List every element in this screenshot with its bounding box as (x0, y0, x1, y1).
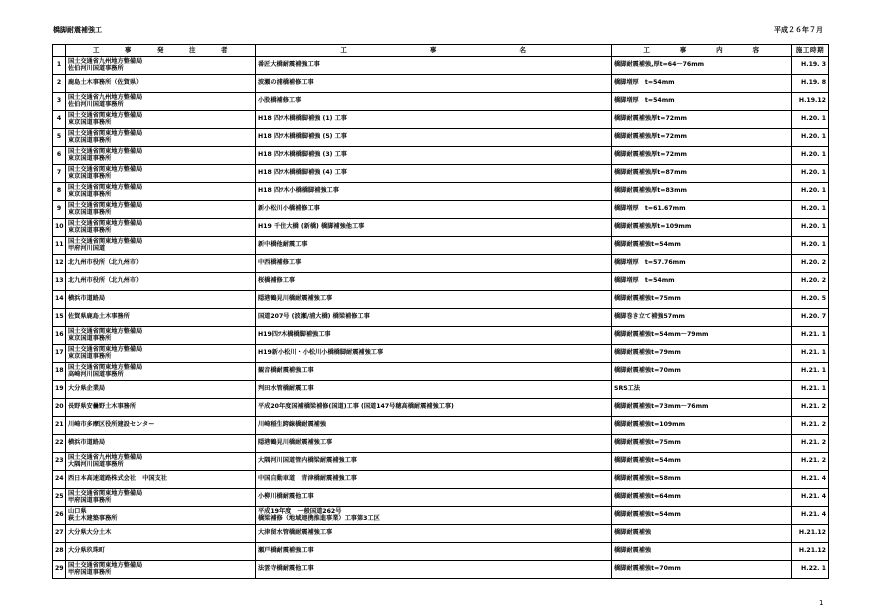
project-name-cell (256, 471, 612, 489)
client-cell (66, 273, 256, 291)
row-number: 11 (53, 237, 66, 255)
header-content-label (614, 47, 789, 54)
client-line: 大分県企業局 (68, 385, 106, 393)
project-name-cell (256, 561, 612, 579)
project-name-cell (256, 345, 612, 363)
row-number: 1 (53, 57, 66, 75)
client-line: 国土交通省九州地方整備局 (68, 93, 143, 101)
row-number: 29 (53, 561, 66, 579)
client-line: 北九州市役所（北九州市） (68, 259, 143, 267)
project-name-cell (256, 453, 612, 471)
work-content-cell: 橋脚耐震補強 (612, 543, 792, 561)
work-content-cell: 橋脚増厚 t=54mm (612, 273, 792, 291)
project-name-line: 中国自動車道 青津橋耐震補強工事 (258, 475, 357, 483)
project-name-cell (256, 237, 612, 255)
client-line: 横浜市道路局 (68, 439, 106, 447)
row-number: 12 (53, 255, 66, 273)
work-content-cell: 橋脚耐震補強t=54mm (612, 507, 792, 525)
table-row (53, 291, 829, 309)
project-name-cell (256, 93, 612, 111)
project-name-line: 隠港鶴見川橋耐震補強工事 (258, 295, 333, 303)
work-content-cell: 橋脚耐震補強t=58mm (612, 471, 792, 489)
construction-period-cell: H.20. 1 (792, 183, 829, 201)
header-glyph: 注 (188, 46, 197, 55)
client-line: 横浜市道路局 (68, 295, 106, 303)
work-content-cell: 橋脚耐震補強t=70mm (612, 561, 792, 579)
project-name-cell (256, 183, 612, 201)
table-row (53, 417, 829, 435)
construction-period-cell: H.20. 2 (792, 255, 829, 273)
row-number: 8 (53, 183, 66, 201)
client-line: 東京国道事務所 (68, 172, 112, 180)
work-content-cell: 橋脚耐震補強,厚t=64～76mm (612, 57, 792, 75)
row-number: 27 (53, 525, 66, 543)
client-cell (66, 219, 256, 237)
project-name-line: 川崎稲生跨線橋耐震補強 (258, 421, 327, 429)
project-name-cell (256, 489, 612, 507)
table-row (53, 435, 829, 453)
construction-period-cell: H.21. 1 (792, 381, 829, 399)
client-cell (66, 525, 256, 543)
header-glyph: 工 (92, 46, 101, 55)
header-content (612, 45, 792, 57)
construction-period-cell: H.20. 1 (792, 111, 829, 129)
work-content-cell: 橋脚耐震補強t=54mm (612, 453, 792, 471)
client-line: 国土交通省関東地方整備局 (68, 489, 143, 497)
construction-period-cell: H.20. 1 (792, 129, 829, 147)
project-name-line: H18 四ﾂ木橋橋脚補強 (1) 工事 (258, 115, 347, 123)
client-cell (66, 381, 256, 399)
project-name-line: 平成20年度国補橋梁補修(国道)工事 (国道147号穂高橋耐震補強工事) (258, 403, 454, 411)
project-name-cell (256, 417, 612, 435)
project-name-cell (256, 507, 612, 525)
header-glyph: 事 (124, 46, 133, 55)
work-content-cell: 橋脚耐震補強t=75mm (612, 291, 792, 309)
construction-period-cell: H.21. 2 (792, 399, 829, 417)
construction-period-cell: H.21. 4 (792, 507, 829, 525)
client-cell (66, 417, 256, 435)
row-number: 6 (53, 147, 66, 165)
project-name-line: 橋梁補修（地域連携推進事業）工事第3工区 (258, 514, 380, 522)
client-cell (66, 93, 256, 111)
client-line: 鹿島土木事務所（佐賀県） (68, 79, 143, 87)
client-line: 佐賀県鹿島土木事務所 (68, 313, 130, 321)
client-line: 国土交通省関東地方整備局 (68, 363, 143, 371)
work-content-cell: 橋脚耐震補強t=54mm (612, 237, 792, 255)
project-name-line: 隠港鶴見川橋耐震補強工事 (258, 439, 333, 447)
work-content-cell: 橋脚増厚 t=57.76mm (612, 255, 792, 273)
header-glyph: 事 (429, 46, 438, 55)
document-date: 平成２６年７月 (774, 26, 823, 34)
table-row (53, 111, 829, 129)
construction-period-cell: H.20. 2 (792, 273, 829, 291)
table-row (53, 453, 829, 471)
row-number: 3 (53, 93, 66, 111)
client-line: 東京国道事務所 (68, 208, 112, 216)
construction-period-cell: H.21.12 (792, 543, 829, 561)
client-line: 国土交通省関東地方整備局 (68, 183, 143, 191)
client-line: 国土交通省九州地方整備局 (68, 453, 143, 461)
client-line: 東京国道事務所 (68, 118, 112, 126)
table-row (53, 219, 829, 237)
project-name-cell (256, 255, 612, 273)
table-row (53, 507, 829, 525)
project-name-cell (256, 399, 612, 417)
table-row (53, 57, 829, 75)
work-content-cell: 橋脚耐震補強厚t=72mm (612, 111, 792, 129)
row-number: 2 (53, 75, 66, 93)
project-name-cell (256, 435, 612, 453)
client-line: 佐伯河川国道事務所 (68, 64, 124, 72)
client-line: 東京国道事務所 (68, 190, 112, 198)
project-name-cell (256, 309, 612, 327)
client-cell (66, 543, 256, 561)
table-row (53, 147, 829, 165)
construction-period-cell: H.19. 3 (792, 57, 829, 75)
work-content-cell: 橋脚耐震補強t=54mm～79mm (612, 327, 792, 345)
work-content-cell: 橋脚耐震補強厚t=87mm (612, 165, 792, 183)
client-line: 大分県玖珠町 (68, 547, 106, 555)
row-number: 21 (53, 417, 66, 435)
header-glyph: 内 (716, 46, 724, 55)
header-no (53, 45, 66, 57)
client-line: 東京国道事務所 (68, 136, 112, 144)
row-number: 20 (53, 399, 66, 417)
row-number: 28 (53, 543, 66, 561)
client-cell (66, 237, 256, 255)
work-content-cell: 橋脚耐震補強t=75mm (612, 435, 792, 453)
client-line: 国土交通省関東地方整備局 (68, 165, 143, 173)
client-line: 甲府国道事務所 (68, 568, 112, 576)
client-line: 東京国道事務所 (68, 352, 112, 360)
construction-period-cell: H.20. 1 (792, 147, 829, 165)
header-date: 施工時期 (792, 45, 829, 57)
client-cell (66, 471, 256, 489)
client-line: 山口県 (68, 507, 87, 515)
row-number: 13 (53, 273, 66, 291)
project-name-cell (256, 75, 612, 93)
table-row (53, 525, 829, 543)
construction-period-cell: H.19. 8 (792, 75, 829, 93)
header-glyph: 事 (679, 46, 687, 55)
client-cell (66, 399, 256, 417)
work-content-cell: 橋脚耐震補強厚t=72mm (612, 147, 792, 165)
project-name-cell (256, 129, 612, 147)
client-line: 甲府国道事務所 (68, 496, 112, 504)
client-line: 国土交通省関東地方整備局 (68, 219, 143, 227)
row-number: 4 (53, 111, 66, 129)
construction-period-cell: H.22. 1 (792, 561, 829, 579)
work-content-cell: 橋脚増厚 t=61.67mm (612, 201, 792, 219)
project-name-line: 小股橋補修工事 (258, 97, 302, 105)
work-content-cell: 橋脚増厚 t=54mm (612, 93, 792, 111)
page-number: 1 (819, 599, 824, 607)
table-row (53, 561, 829, 579)
client-line: 佐伯河川国道事務所 (68, 100, 124, 108)
project-name-line: 瀬戸橋耐震補強工事 (258, 547, 314, 555)
table-row (53, 273, 829, 291)
project-name-cell (256, 543, 612, 561)
header-glyph: 発 (156, 46, 165, 55)
table-row (53, 471, 829, 489)
table-row (53, 255, 829, 273)
table-row (53, 93, 829, 111)
client-cell (66, 129, 256, 147)
work-content-cell: 橋脚耐震補強t=109mm (612, 417, 792, 435)
project-name-cell (256, 363, 612, 381)
client-line: 東京国道事務所 (68, 154, 112, 162)
header-name (256, 45, 612, 57)
construction-period-cell: H.21. 2 (792, 417, 829, 435)
project-name-line: 小柳川橋耐震他工事 (258, 493, 314, 501)
project-name-cell (256, 291, 612, 309)
project-name-line: 法雲寺橋耐震他工事 (258, 565, 314, 573)
client-line: 西日本高速道路株式会社 中国支社 (68, 475, 167, 483)
construction-period-cell: H.21. 2 (792, 435, 829, 453)
client-line: 大隅河川国道事務所 (68, 460, 124, 468)
client-cell (66, 453, 256, 471)
project-name-line: H18 四ﾂ木橋橋脚補強 (3) 工事 (258, 151, 347, 159)
construction-period-cell: H.20. 1 (792, 201, 829, 219)
project-name-cell (256, 219, 612, 237)
construction-period-cell: H.20. 7 (792, 309, 829, 327)
row-number: 14 (53, 291, 66, 309)
client-line: 長野県安曇野土木事務所 (68, 403, 137, 411)
project-name-line: 国道207号 (波瀬/浦大橋) 橋梁補修工事 (258, 313, 370, 321)
project-name-line: 波瀬の浦橋補修工事 (258, 79, 314, 87)
header-client-label (68, 47, 253, 54)
row-number: 22 (53, 435, 66, 453)
project-name-line: H19新小松川・小松川小橋橋脚耐震補強工事 (258, 349, 384, 357)
row-number: 16 (53, 327, 66, 345)
table-row (53, 543, 829, 561)
client-cell (66, 57, 256, 75)
project-name-cell (256, 327, 612, 345)
table-row (53, 309, 829, 327)
row-number: 17 (53, 345, 66, 363)
row-number: 24 (53, 471, 66, 489)
table-row (53, 489, 829, 507)
client-line: 国土交通省関東地方整備局 (68, 129, 143, 137)
client-line: 東京国道事務所 (68, 226, 112, 234)
client-line: 大分県大分土木 (68, 529, 112, 537)
work-content-cell: 橋脚耐震補強厚t=72mm (612, 129, 792, 147)
table-row (53, 363, 829, 381)
construction-period-cell: H.20. 1 (792, 237, 829, 255)
work-content-cell: 橋脚耐震補強 (612, 525, 792, 543)
client-line: 東京国道事務所 (68, 334, 112, 342)
work-content-cell: SRS工法 (612, 381, 792, 399)
client-line: 甲府河川国道 (68, 244, 106, 252)
row-number: 26 (53, 507, 66, 525)
construction-period-cell: H.20. 5 (792, 291, 829, 309)
row-number: 23 (53, 453, 66, 471)
project-name-line: H19 千住大橋 (新橋) 橋脚補強他工事 (258, 223, 365, 231)
table-row (53, 75, 829, 93)
project-name-line: H18 四ﾂ木橋橋脚補強 (4) 工事 (258, 169, 347, 177)
table-row (53, 399, 829, 417)
construction-period-cell: H.21. 1 (792, 327, 829, 345)
project-name-line: 番匠大橋耐震補強工事 (258, 61, 320, 69)
client-line: 国土交通省関東地方整備局 (68, 561, 143, 569)
project-name-cell (256, 147, 612, 165)
client-line: 国土交通省関東地方整備局 (68, 237, 143, 245)
client-cell (66, 75, 256, 93)
client-line: 国土交通省関東地方整備局 (68, 345, 143, 353)
project-name-cell (256, 525, 612, 543)
construction-period-cell: H.20. 1 (792, 165, 829, 183)
construction-period-cell: H.21. 4 (792, 489, 829, 507)
construction-period-cell: H.21. 1 (792, 345, 829, 363)
project-name-line: 大隅河川国道管内橋梁耐震補強工事 (258, 457, 357, 465)
row-number: 10 (53, 219, 66, 237)
client-cell (66, 435, 256, 453)
row-number: 5 (53, 129, 66, 147)
table-row (53, 327, 829, 345)
construction-period-cell: H.20. 1 (792, 219, 829, 237)
construction-records-table (52, 44, 829, 579)
project-name-line: 新中橋他耐震工事 (258, 241, 308, 249)
table-header-row (53, 45, 829, 57)
client-cell (66, 201, 256, 219)
construction-period-cell: H.21. 1 (792, 363, 829, 381)
project-name-line: 桜橋補修工事 (258, 277, 296, 285)
client-cell (66, 309, 256, 327)
header-client (66, 45, 256, 57)
client-line: 国土交通省関東地方整備局 (68, 201, 143, 209)
header-glyph: 名 (519, 46, 527, 55)
project-name-line: 観音橋耐震補強工事 (258, 367, 314, 375)
project-name-line: 平成19年度 一般国道262号 (258, 507, 342, 515)
construction-period-cell: H.19.12 (792, 93, 829, 111)
work-content-cell: 橋脚耐震補強t=73mm～76mm (612, 399, 792, 417)
table-row (53, 237, 829, 255)
row-number: 19 (53, 381, 66, 399)
work-content-cell: 橋脚耐震補強t=70mm (612, 363, 792, 381)
client-line: 高崎河川国道事務所 (68, 370, 124, 378)
project-name-line: 新小松川小橋補修工事 (258, 205, 320, 213)
header-name-label (258, 47, 609, 54)
project-name-cell (256, 273, 612, 291)
construction-period-cell: H.21.12 (792, 525, 829, 543)
project-name-cell (256, 111, 612, 129)
client-cell (66, 489, 256, 507)
client-cell (66, 507, 256, 525)
client-line: 北九州市役所（北九州市） (68, 277, 143, 285)
row-number: 18 (53, 363, 66, 381)
client-line: 国土交通省九州地方整備局 (68, 57, 143, 65)
document-title: 橋脚耐震補強工 (53, 26, 102, 34)
work-content-cell: 橋脚増厚 t=54mm (612, 75, 792, 93)
client-line: 国土交通省関東地方整備局 (68, 111, 143, 119)
project-name-line: H19四ﾂ木橋橋脚補強工事 (258, 331, 331, 339)
client-cell (66, 255, 256, 273)
header-glyph: 者 (220, 46, 229, 55)
project-name-cell (256, 201, 612, 219)
row-number: 25 (53, 489, 66, 507)
table-row (53, 345, 829, 363)
table-body (53, 57, 829, 579)
client-cell (66, 183, 256, 201)
client-line: 国土交通省関東地方整備局 (68, 327, 143, 335)
client-line: 国土交通省関東地方整備局 (68, 147, 143, 155)
construction-period-cell: H.21. 4 (792, 471, 829, 489)
project-name-line: 中西橋補修工事 (258, 259, 302, 267)
project-name-line: 大津留水管橋耐震補強工事 (258, 529, 333, 537)
client-cell (66, 327, 256, 345)
construction-period-cell: H.21. 2 (792, 453, 829, 471)
client-line: 萩土木建築事務所 (68, 514, 118, 522)
table-row (53, 183, 829, 201)
work-content-cell: 橋脚耐震補強厚t=83mm (612, 183, 792, 201)
table-row (53, 129, 829, 147)
row-number: 9 (53, 201, 66, 219)
table-row (53, 381, 829, 399)
header-glyph: 容 (752, 46, 760, 55)
project-name-cell (256, 57, 612, 75)
work-content-cell: 橋脚耐震補強厚t=109mm (612, 219, 792, 237)
project-name-line: H18 四ﾂ木橋橋脚補強 (5) 工事 (258, 133, 347, 141)
work-content-cell: 橋脚耐震補強t=64mm (612, 489, 792, 507)
client-cell (66, 291, 256, 309)
work-content-cell: 橋脚巻き立て補強57mm (612, 309, 792, 327)
client-cell (66, 561, 256, 579)
client-cell (66, 111, 256, 129)
project-name-cell (256, 165, 612, 183)
work-content-cell: 橋脚耐震補強t=79mm (612, 345, 792, 363)
project-name-cell (256, 381, 612, 399)
project-name-line: H18 四ﾂ木小橋橋脚補強工事 (258, 187, 339, 195)
header-glyph: 工 (643, 46, 651, 55)
client-cell (66, 345, 256, 363)
client-cell (66, 363, 256, 381)
row-number: 15 (53, 309, 66, 327)
client-cell (66, 147, 256, 165)
client-cell (66, 165, 256, 183)
row-number: 7 (53, 165, 66, 183)
header-glyph: 工 (340, 46, 348, 55)
client-line: 川崎市多摩区役所建設センター (68, 421, 155, 429)
table-row (53, 201, 829, 219)
project-name-line: 判田水管橋耐震工事 (258, 385, 314, 393)
table-row (53, 165, 829, 183)
